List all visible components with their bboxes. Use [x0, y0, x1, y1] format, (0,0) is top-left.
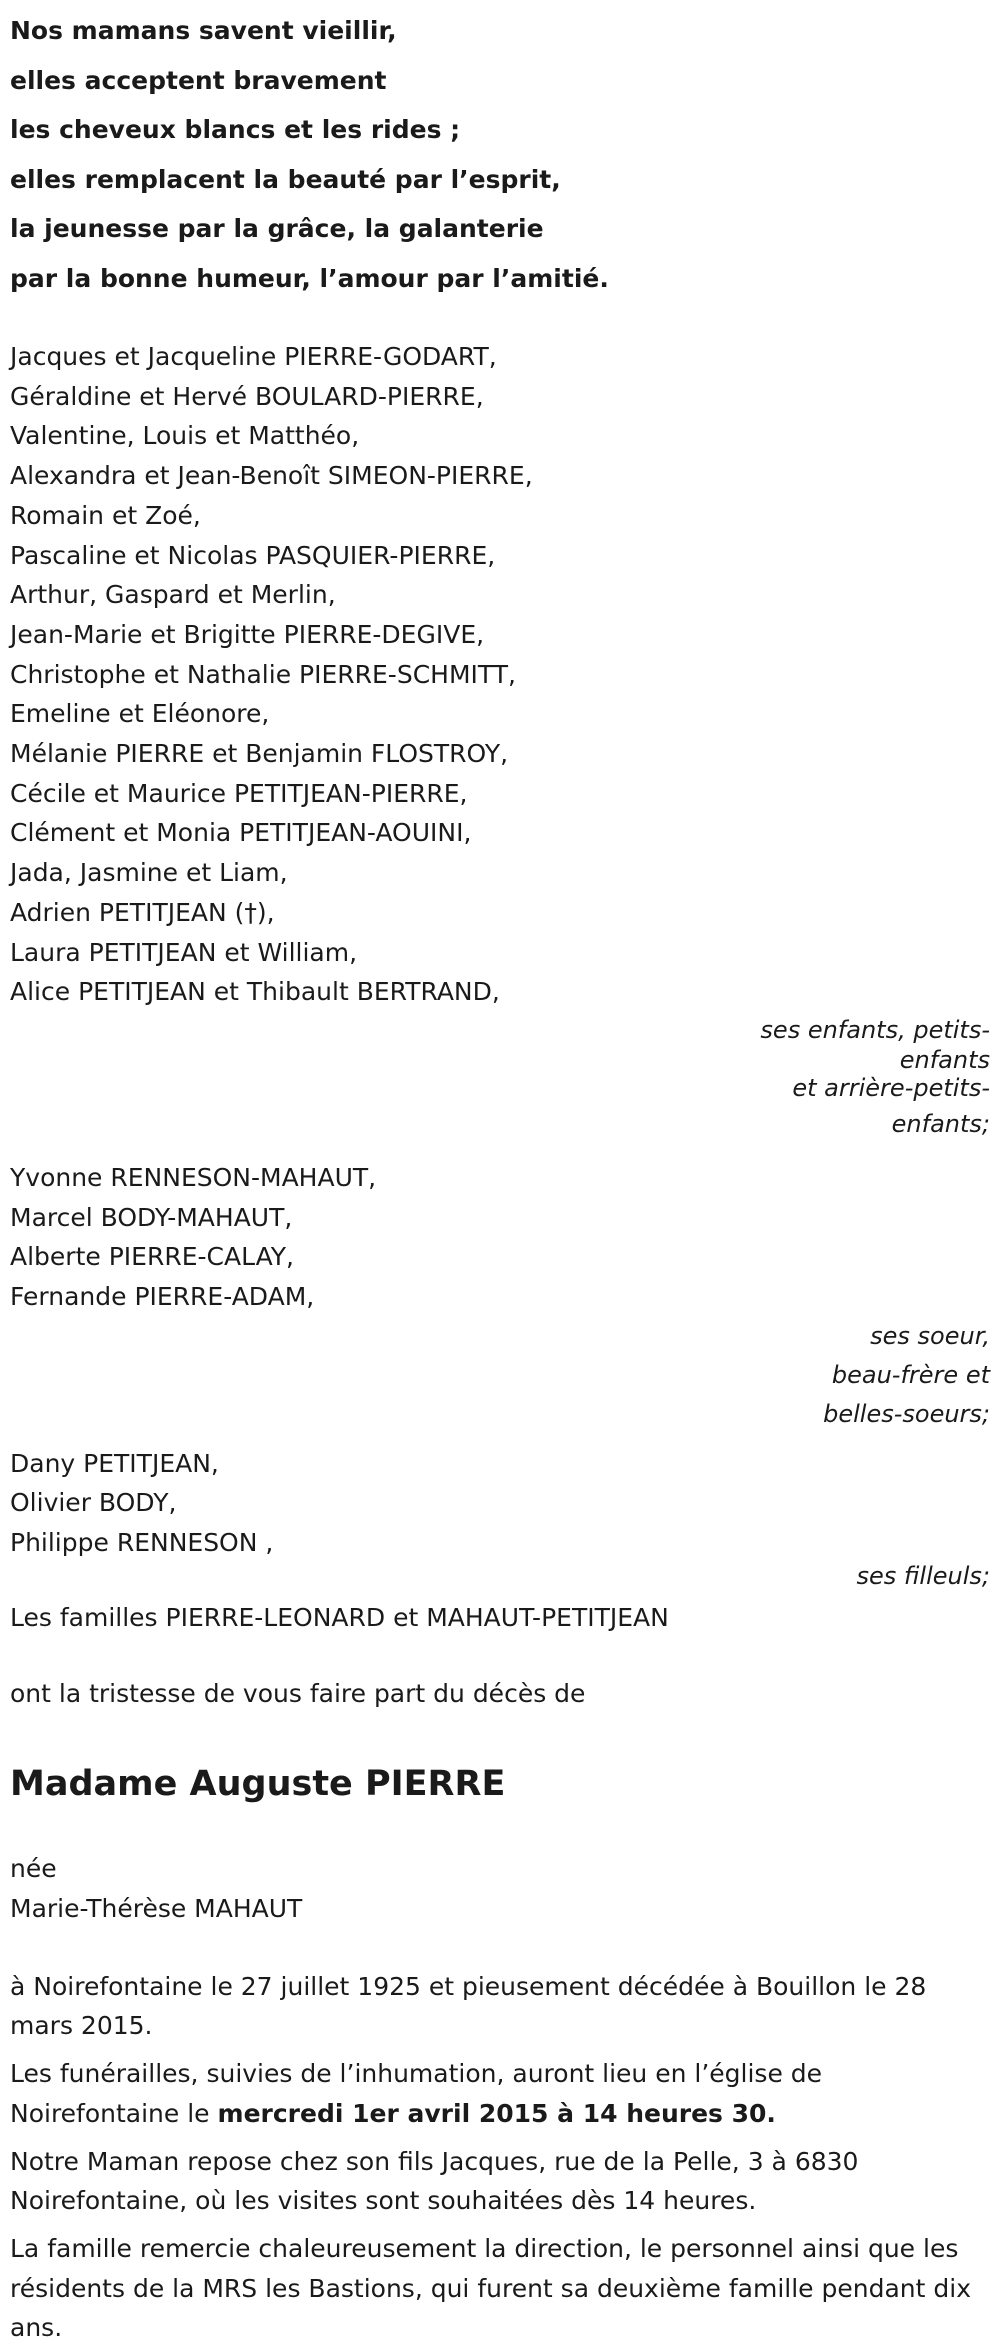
family-member-line: Adrien PETITJEAN (†),	[10, 897, 275, 927]
siblings-role	[10, 1317, 990, 1434]
poem-line: elles acceptent bravement	[10, 65, 387, 95]
family-member-line: Philippe RENNESON ,	[10, 1528, 274, 1558]
role-line: ses enfants, petits-	[760, 1015, 990, 1044]
family-member-line: Clément et Monia PETITJEAN-AOUINI,	[10, 818, 472, 848]
birth-death-paragraph: à Noirefontaine le 27 juillet 1925 et pieusement décédée à Bouillon le 28 mars 2015.	[10, 1971, 927, 2041]
maiden-name: Marie-Thérèse MAHAUT	[10, 1893, 303, 1923]
poem-line: Nos mamans savent vieillir,	[10, 16, 397, 45]
role-line: belles-soeurs;	[823, 1399, 990, 1428]
family-member-line: Jada, Jasmine et Liam,	[10, 858, 288, 888]
family-member-line: Marcel BODY-MAHAUT,	[10, 1202, 293, 1232]
poem-line: la jeunesse par la grâce, la galanterie	[10, 214, 544, 243]
family-member-line: Romain et Zoé,	[10, 500, 201, 530]
family-member-line: Fernande PIERRE-ADAM,	[10, 1282, 315, 1312]
family-member-line: Olivier BODY,	[10, 1488, 177, 1518]
family-member-line: Jean-Marie et Brigitte PIERRE-DEGIVE,	[10, 619, 485, 649]
family-member-line: Dany PETITJEAN,	[10, 1448, 219, 1478]
siblings-list	[10, 1158, 995, 1317]
role-line: beau-frère et	[831, 1360, 990, 1389]
thanks-paragraph: La famille remercie chaleureusement la direction, le personnel ainsi que les résidents de la MRS les Bastions, qui furent sa deuxième famille pendant dix ans.	[10, 2233, 971, 2343]
poem-line: elles remplacent la beauté par l’esprit,	[10, 164, 561, 194]
role-line: enfants	[899, 1045, 990, 1074]
families-line: Les familles PIERRE-LEONARD et MAHAUT-PETITJEAN	[10, 1602, 669, 1632]
role-line: ses soeur,	[870, 1321, 990, 1350]
children-role	[10, 1012, 990, 1144]
role-line: ses filleuls;	[856, 1561, 990, 1590]
family-member-line: Mélanie PIERRE et Benjamin FLOSTROY,	[10, 739, 509, 769]
funeral-date: mercredi 1er avril 2015 à 14 heures 30.	[217, 2098, 776, 2128]
family-member-line: Arthur, Gaspard et Merlin,	[10, 580, 336, 610]
rest-paragraph: Notre Maman repose chez son fils Jacques, rue de la Pelle, 3 à 6830 Noirefontaine, où les visites sont souhaitées dès 14 heures.	[10, 2146, 859, 2216]
family-member-line: Géraldine et Hervé BOULARD-PIERRE,	[10, 381, 484, 411]
poem-line: les cheveux blancs et les rides ;	[10, 115, 461, 144]
family-member-line: Alice PETITJEAN et Thibault BERTRAND,	[10, 977, 500, 1007]
obituary-content	[10, 0, 995, 2348]
family-member-line: Alberte PIERRE-CALAY,	[10, 1242, 294, 1272]
poem-line: par la bonne humeur, l’amour par l’amitié.	[10, 263, 609, 293]
announcement-line: ont la tristesse de vous faire part du décès de	[10, 1678, 586, 1708]
godchildren-list	[10, 1444, 995, 1563]
children-list	[10, 337, 995, 1012]
family-member-line: Laura PETITJEAN et William,	[10, 937, 358, 967]
deceased-name: Madame Auguste PIERRE	[10, 1764, 506, 1805]
role-line: enfants;	[891, 1109, 990, 1138]
role-line: et arrière-petits-	[792, 1073, 990, 1102]
family-member-line: Alexandra et Jean-Benoît SIMEON-PIERRE,	[10, 461, 533, 491]
funeral-paragraph	[10, 2054, 995, 2133]
family-member-line: Cécile et Maurice PETITJEAN-PIERRE,	[10, 778, 468, 808]
family-member-line: Yvonne RENNESON-MAHAUT,	[10, 1162, 377, 1192]
born-label: née	[10, 1854, 57, 1884]
family-member-line: Pascaline et Nicolas PASQUIER-PIERRE,	[10, 540, 496, 570]
family-member-line: Emeline et Eléonore,	[10, 699, 270, 729]
family-member-line: Valentine, Louis et Matthéo,	[10, 421, 360, 451]
family-member-line: Jacques et Jacqueline PIERRE-GODART,	[10, 342, 497, 371]
poem	[10, 6, 995, 303]
family-member-line: Christophe et Nathalie PIERRE-SCHMITT,	[10, 659, 516, 689]
funeral-text: Les funérailles, suivies de l’inhumation, auront lieu en l’église de Noirefontaine le	[10, 2059, 823, 2128]
